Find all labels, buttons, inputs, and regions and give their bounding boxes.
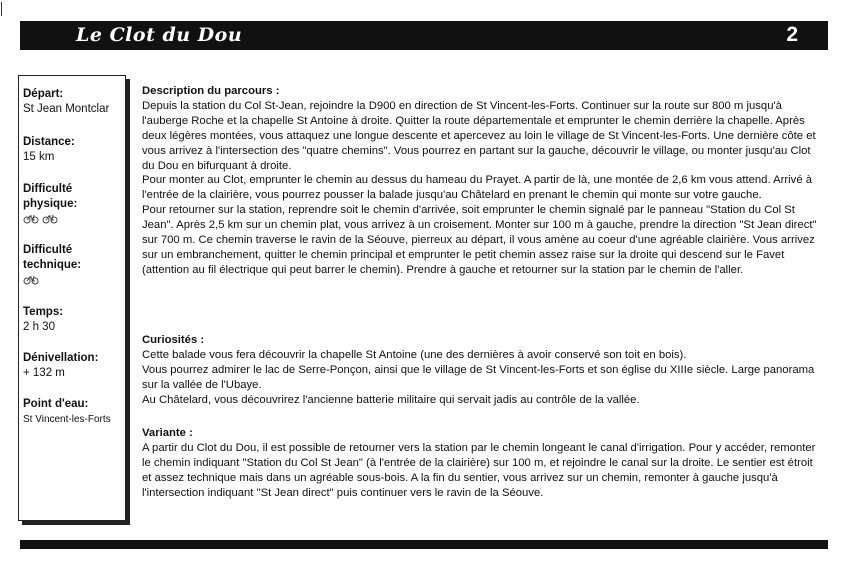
curiosites-paragraph: Vous pourrez admirer le lac de Serre-Ponçon, ainsi que le village de St Vincent-les-Forts et son église du XIIIe siècle. Large panorama sur la vallée de l'Ubaye. [142,363,815,391]
difficulte-technique-label: Difficulté [23,244,73,256]
denivellation-value: + 132 m [23,367,65,379]
point-eau-label: Point d'eau: [23,398,89,410]
bike-icon [23,274,39,285]
depart-label: Départ: [23,88,64,100]
footer-bar [20,540,828,549]
scan-mark [1,2,2,16]
curiosites-paragraph: Au Châtelard, vous découvrirez l'ancienne batterie militaire qui servait jadis au contrôle de la vallée. [142,393,640,406]
depart-value: St Jean Montclar [23,103,110,115]
difficulte-physique-label-2: physique: [23,198,78,210]
temps-value: 2 h 30 [23,321,55,333]
description-paragraph: Pour monter au Clot, emprunter le chemin au dessus du hameau du Prayet. A partir de là, une montée de 2,6 km vous attend. Arrivé à l'entrée de la clairière, vous pourrez pousser la balade jusqu'au Châtelard en prenant le chemin qui monte sur votre gauche. [142,174,813,202]
curiosites-paragraph: Cette balade vous fera découvrir la chapelle St Antoine (une des dernières à avoir conservé son toit en bois). [142,348,687,361]
distance-field [23,135,123,165]
page-title: Le Clot du Dou [76,24,243,46]
title-bar [20,21,828,50]
difficulte-physique-label: Difficulté [23,183,73,195]
description-paragraph: Pour retourner sur la station, reprendre soit le chemin d'arrivée, soit emprunter le chemin signalé par le panneau "Station du Col St Jean". Après 2,5 km sur un chemin plat, vous arrivez à un croisement. Monter sur 100 m à gauche, prendre la direction "St Jean direct" sur 700 m. Ce chemin traverse le ravin de la Séouve, pierreux au départ, il vous amène au coeur d'une agréable clairière. Vous arrivez sur un embranchement, quitter le chemin principal et emprunter le petit chemin assez raise sur la droite qui descend sur le Favet (attention au fil électrique qui peut barrer le chemin). Prendre à gauche et retourner sur la station par le chemin de l'aller. [142,204,817,276]
curiosites-heading: Curiosités : [142,334,205,346]
difficulte-technique-rating [23,274,123,285]
point-eau-value: St Vincent-les-Forts [23,414,111,425]
description-paragraph: Depuis la station du Col St-Jean, rejoindre la D900 en direction de St Vincent-les-Forts. Continuer sur la route sur 800 m jusqu'à l'auberge Roche et la chapelle St Antoine à droite. Quitter la route départementale et emprunter le chemin derrière la chapelle. Après deux légères montées, vous attaquez une longue descente et apercevez au loin le village de St Vincent-les-Forts. Une dernière côte et vous arrivez à l'intersection des "quatre chemins". Vous pourrez en partant sur la gauche, découvrir le village, ou monter jusqu'au Clot du Dou en bifurquant à droite. [142,99,816,172]
distance-label: Distance: [23,136,75,148]
curiosites-section [142,333,822,408]
difficulte-technique-label-2: technique: [23,259,82,271]
bike-icon [23,213,39,224]
difficulte-physique-rating [23,213,123,224]
point-eau-field [23,397,123,427]
depart-field [23,87,123,117]
variante-section [142,426,822,501]
denivellation-field [23,351,123,381]
page-number: 2 [786,23,798,46]
temps-label: Temps: [23,306,64,318]
temps-field [23,305,123,335]
variante-heading: Variante : [142,427,193,439]
description-heading: Description du parcours : [142,85,280,97]
info-sidebar [18,75,126,521]
distance-value: 15 km [23,151,55,163]
variante-paragraph: A partir du Clot du Dou, il est possible de retourner vers la station par le chemin longeant le canal d'irrigation. Pour y accéder, remonter le chemin indiquant "Station du Col St Jean" (à l'entrée de la clairière) sur 100 m, et rejoindre le canal sur la droite. Le sentier est étroit et assez technique mais dans un agréable sous-bois. A la fin du sentier, vous arrivez sur un chemin, remonter à gauche jusqu'à l'intersection indiquant "St Jean direct" puis continuer vers le ravin de la Séouve. [142,441,816,499]
bike-icon [42,213,58,224]
description-section [142,84,822,278]
difficulte-physique-field [23,182,123,224]
difficulte-technique-field [23,243,123,285]
denivellation-label: Dénivellation: [23,352,99,364]
